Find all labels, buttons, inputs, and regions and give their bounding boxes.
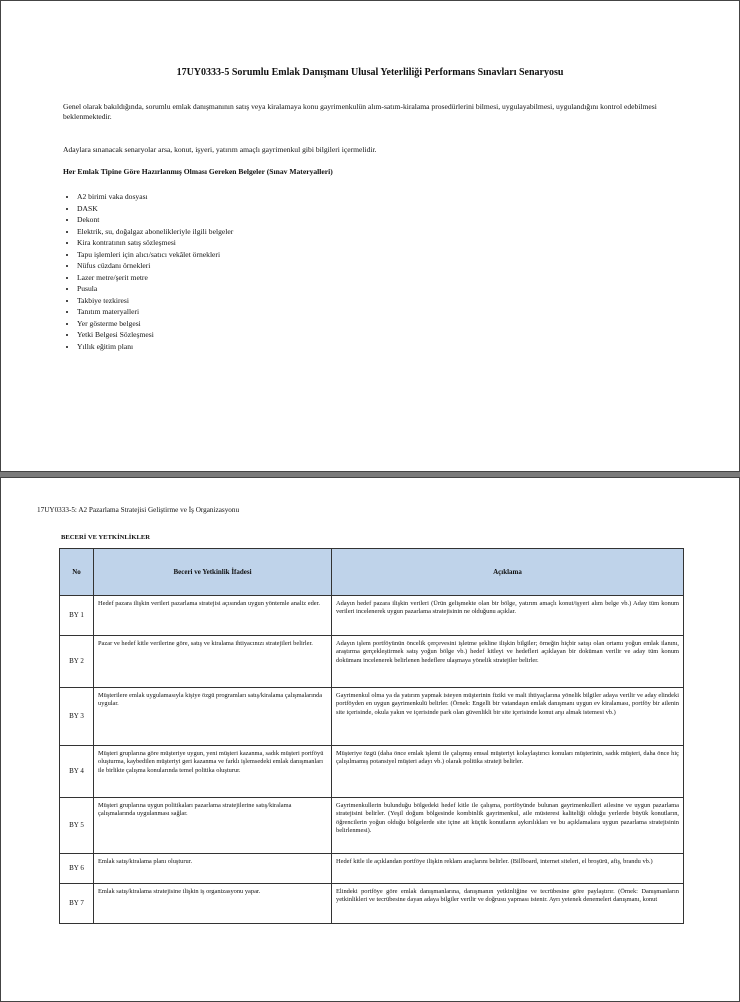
- list-item: • Yetki Belgesi Sözleşmesi: [77, 329, 233, 341]
- table-row: [60, 596, 684, 636]
- table-row: [60, 636, 684, 688]
- column-header-skill: Beceri ve Yetkinlik İfadesi: [94, 549, 332, 596]
- table-caption: BECERİ VE YETKİNLİKLER: [61, 534, 151, 541]
- list-item: • Tanıtım materyalleri: [77, 306, 233, 318]
- row-number: BY 4: [60, 746, 94, 798]
- row-skill: Müşteri gruplarına uygun politikaları pazarlama stratejilerine satış/kiralama çalışmalarında uygulanması sağlar.: [94, 798, 332, 854]
- list-item: • Kira kontratının satış sözleşmesi: [77, 237, 233, 249]
- row-number: BY 3: [60, 688, 94, 746]
- column-header-no: No: [60, 549, 94, 596]
- materials-heading: Her Emlak Tipine Göre Hazırlanmış Olması Gereken Belgeler (Sınav Materyalleri): [63, 167, 333, 176]
- materials-list: [63, 191, 233, 352]
- row-description: Gayrimenkul olma ya da yatırım yapmak isteyen müşterinin fiziki ve mali ihtiyaçlarına yönelik bilgiler adaya verilir ve aday elindeki portföyden en uygun gayrimenkulü belirler. (Örnek: Engelli bir vatandaşın emlak danışmanı uygun ev kiralaması, portföy bir ailenin site içerisinde, okula yakın ve içerisinde park olan güvenlikli bir site içerisinde konut arşı almak istemesi vb.): [332, 688, 684, 746]
- row-description: Gayrimenkullerin bulunduğu bölgedeki hedef kitle ile çalışma, portföyünde bulunan gayrimenkulleri ailesine ve uygun pazarlama stratejisini belirler. (Yeşil doğum bölgesinde kombinlik gayrimenkul, aile müsteresi kaliteliği olduğu yerlerde büyük konutların, öğrencilerin yoğun olduğu bölgelerde site içine ait küçük konutların aykırılıkları ve bu açıklamalara uygun pazarlama stratejisinin belirlenmesi).: [332, 798, 684, 854]
- row-skill: Müşterilere emlak uygulamasıyla kişiye özgü programları satış/kiralama çalışmalarında uygular.: [94, 688, 332, 746]
- list-item: • DASK: [77, 203, 233, 215]
- row-number: BY 2: [60, 636, 94, 688]
- list-item: • Tapu işlemleri için alıcı/satıcı vekâlet örnekleri: [77, 249, 233, 261]
- row-skill: Pazar ve hedef kitle verilerine göre, satış ve kiralama ihtiyacınızı stratejileri belirler.: [94, 636, 332, 688]
- skills-table: [59, 548, 684, 924]
- list-item: • A2 birimi vaka dosyası: [77, 191, 233, 203]
- row-skill: Müşteri gruplarına göre müşteriye uygun, yeni müşteri kazanma, sadık müşteri portföyü oluşturma, kaybedilen müşteriyi geri kazanma ve farklı işlemsedeki emlak danışmanları ile birlikte çalışma konularında temel politika oluşturur.: [94, 746, 332, 798]
- row-description: Müşteriye özgü (daha önce emlak işlemi ile çalışmış emsal müşteriyi kolaylaştırıcı konuları müşterinin, sadık müşteri, daha önce hiç çalışılmamış potansiyel müşteri adayı vb.) olarak politika strateji belirler.: [332, 746, 684, 798]
- row-description: Adayın hedef pazara ilişkin verileri (Ürün gelişmekte olan bir bölge, yatırım amaçlı konut/işyeri alım belge vb.) Aday tüm konum verileri incelenerek uygun pazarlama stratejisinin ne olduğunu açıklar.: [332, 596, 684, 636]
- column-header-description: Açıklama: [332, 549, 684, 596]
- list-item: • Takbiye tezkiresi: [77, 295, 233, 307]
- table-header-row: [60, 549, 684, 596]
- instruction-paragraph: Adaylara sınanacak senaryolar arsa, konut, işyeri, yatırım amaçlı gayrimenkul gibi bilgileri içermelidir.: [63, 145, 377, 154]
- document-page-2: [0, 477, 740, 1002]
- intro-paragraph: Genel olarak bakıldığında, sorumlu emlak danışmanının satış veya kiralamaya konu gayrimenkulün alım-satım-kiralama prosedürlerini bilmesi, uygulayabilmesi, uygulandığını kontrol edebilmesi beklenmektedir.: [63, 102, 657, 121]
- list-item: • Elektrik, su, doğalgaz abonelikleriyle ilgili belgeler: [77, 226, 233, 238]
- table-row: [60, 798, 684, 854]
- row-description: Elindeki portföye göre emlak danışmanlarına, danışmanın yetkinliğine ve tecrübesine göre paylaştırır. (Örnek: Danışmanların yetkinlikleri ve tecrübesine dayan adaya bilgiler verilir ve doğrusu yapması istenir. Ayrı yetenek denemeleri danışmanı, konut: [332, 884, 684, 924]
- row-skill: Hedef pazara ilişkin verileri pazarlama stratejisi açısından uygun yöntemle analiz eder.: [94, 596, 332, 636]
- list-item: • Yer gösterme belgesi: [77, 318, 233, 330]
- row-skill: Emlak satış/kiralama stratejisine ilişkin iş organizasyonu yapar.: [94, 884, 332, 924]
- row-number: BY 6: [60, 854, 94, 884]
- table-row: [60, 746, 684, 798]
- list-item: • Nüfus cüzdanı örnekleri: [77, 260, 233, 272]
- document-title: 17UY0333-5 Sorumlu Emlak Danışmanı Ulusal Yeterliliği Performans Sınavları Senaryosu: [176, 67, 564, 78]
- row-number: BY 7: [60, 884, 94, 924]
- row-description: Adayın işlem portföyünün öncelik çerçevesini işletme şekline ilişkin bilgiler; örneğin hiçbir satışı olan ortamı yoğun emlak ilanını, araştırma gerçekleştirmek satış yoğun bölge vb.) hedef kitleyi ve hedefleri açıklayan bir doküman verilir ve aday tüm konum dokümanı incelenerek belirlenen hedeflere ulaşmaya yönelik stratejiler belirler.: [332, 636, 684, 688]
- table-row: [60, 688, 684, 746]
- list-item: • Yıllık eğitim planı: [77, 341, 233, 353]
- row-number: BY 1: [60, 596, 94, 636]
- page-header: 17UY0333-5: A2 Pazarlama Stratejisi Geliştirme ve İş Organizasyonu: [37, 506, 240, 514]
- list-item: • Dekont: [77, 214, 233, 226]
- document-page-1: [0, 0, 740, 472]
- row-description: Hedef kitle ile açıklandan portföye ilişkin reklam araçlarını belirler. (Billboard, internet siteleri, el broşürü, afiş, brandu vb.): [332, 854, 684, 884]
- list-item: • Pusula: [77, 283, 233, 295]
- row-number: BY 5: [60, 798, 94, 854]
- row-skill: Emlak satış/kiralama planı oluşturur.: [94, 854, 332, 884]
- table-row: [60, 854, 684, 884]
- list-item: • Lazer metre/şerit metre: [77, 272, 233, 284]
- table-row: [60, 884, 684, 924]
